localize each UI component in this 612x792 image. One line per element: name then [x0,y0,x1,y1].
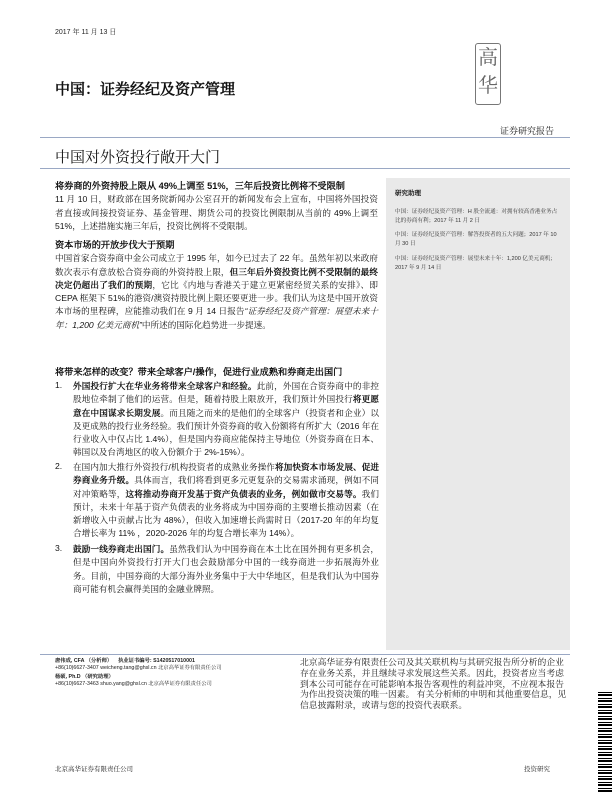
footer-company: 北京高华证券有限责任公司 [55,766,133,773]
sidebar-title: 研究助理 [395,190,421,197]
report-title: 中国对外资投行敞开大门 [55,149,221,166]
disclaimer: 北京高华证券有限责任公司及其关联机构与其研究报告所分析的企业存在业务关系，并且继续寻求发展这些关系。因此，投资者应当考虑到本公司可能存在可能影响本报告客观性的利益冲突，不应视本报告为作出投资决策的唯一因素。 有关分析师的申明和其他重要信息，见信息披露附录，或请与您的投资代表联系。 [300,657,567,711]
list-number: 1. [55,380,63,390]
section-3-heading-wrap [55,366,378,379]
section-2 [55,239,378,332]
barcode-icon [598,690,612,792]
related-research-sidebar [386,178,570,650]
sector-title: 中国：证券经纪及资产管理 [55,81,236,98]
related-report-link[interactable]: 中国：证券经纪及资产管理：解答投资者的五大问题；2017 年 10 月 30 日 [395,232,557,247]
list-item: 鼓励一线券商走出国门。虽然我们认为中国券商在本土比在国外拥有更多机会，但是中国向外资投行打开大门也会鼓励部分中国的一线券商进一步拓展海外业务。目前，中国券商的大部分海外业务集中于大中华地区，但是我们认为中国券商可能有机会赢得美国的金融业牌照。 [73,544,379,594]
section-1 [55,180,378,233]
footer-label: 投资研究 [524,766,550,773]
related-report-link[interactable]: 中国：证券经纪及资产管理：H 股全流通：对拥有较高香港业务占比的券商有利；2017 年 11 月 2 日 [395,209,558,224]
list-item: 在国内加大推行外资投行/机构投资者的成熟业务操作将加快资本市场发展、促进券商业务升级。具体而言，我们将看到更多元更复杂的交易需求涌现，例如不同对冲策略等，这将推动券商开发基于资产负债表的业务，例如做市交易等。我们预计，未来十年基于资产负债表的业务将成为中国券商的主要增长推动因素（在新增收入中贡献占比为 48%），但收入加速增长尚需时日（2017-20 年的年均复合增长率为 11% ，2020-2026 年的均复合增长率为 14%）。 [73,462,379,539]
section-body: 中国首家合资券商中金公司成立于 1995 年，如今已过去了 22 年。虽然年初以来政府数次表示有意放松合资券商的外资持股上限，但三年后外资投资比例不受限制的最终决定仍超出了我们的预期，它比《内地与香港关于建立更紧密经贸关系的安排》、即 CEPA 框架下 51%的港资/澳资持股比例上限还要更进一步。我们认为这是中国开放资本市场的里程碑，应能推动我们在 9 月 14 日报告“证券经纪及资产管理：展望未来十年：1,200 亿美元商机”中所述的国际化趋势进一步提速。 [55,253,378,330]
divider [40,168,570,169]
related-report-link[interactable]: 中国：证券经纪及资产管理：展望未来十年：1,200 亿美元商机；2017 年 9 月 14 日 [395,256,556,271]
divider [40,137,570,138]
list-number: 2. [55,461,63,471]
author-2: 杨硕, Ph.D （研究助理） +86(10)6627-3463 shuo.yang@ghsl.cn 北京高华证券有限责任公司 [55,674,212,687]
section-heading: 将券商的外资持股上限从 49%上调至 51%，三年后投资比例将不受限制 [55,181,345,191]
report-date: 2017 年 11 月 13 日 [55,29,117,36]
section-heading: 将带来怎样的改变？带来全球客户/操作，促进行业成熟和券商走出国门 [55,367,343,377]
company-logo: 高 华 [475,43,501,105]
report-type: 证券研究报告 [500,126,555,136]
author-1: 唐伟成, CFA （分析师） 执业证书编号: S1420517010001 +86(10)6627-3407 weicheng.tang@ghsl.cn 北京高华证券有限责任公司 [55,658,222,671]
list-item: 外国投行扩大在华业务将带来全球客户和经验。此前，外国在合资券商中的非控股地位牵制了他们的运营。但是，随着持股上限放开，我们预计外国投行将更愿意在中国谋求长期发展。而且随之而来的是他们的全球客户（投资者和企业）以及更成熟的投行业务经验。我们预计外资券商的收入份额将有所扩大（2016 年在行业收入中仅占比 1.4%），但是国内券商应能保持主导地位（外资券商在日本、韩国以及台湾地区的收入份额介于 2%-15%）。 [73,381,379,458]
report-citation: “证券经纪及资产管理：展望未来十年：1,200 亿美元商机” [55,306,378,330]
section-heading: 资本市场的开放步伐大于预期 [55,240,175,250]
divider [40,654,570,655]
list-number: 3. [55,543,63,553]
section-body: 11 月 10 日，财政部在国务院新闻办公室召开的新闻发布会上宣布，中国将外国投资者直接或间接投资证券、基金管理、期货公司的投资比例限制从当前的 49%上调至 51%，上述措施实施三年后，投资比例将不受限制。 [55,194,378,231]
